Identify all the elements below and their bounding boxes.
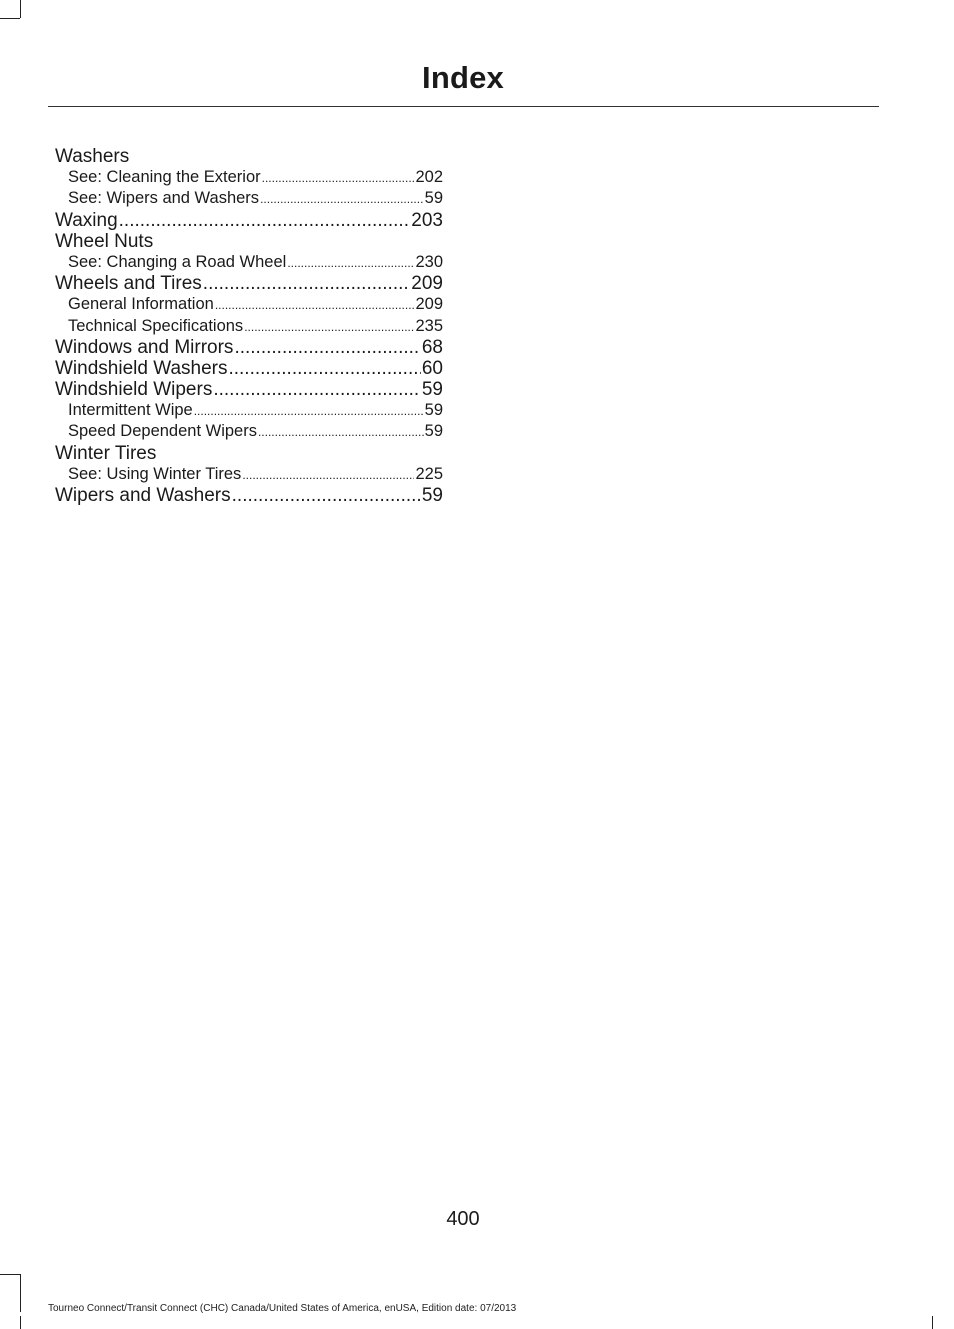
index-subentry <box>55 316 443 337</box>
dot-leader <box>119 210 411 231</box>
dot-leader <box>244 317 414 338</box>
entry-text: Technical Specifications <box>68 316 244 335</box>
entry-page-number: 59 <box>421 485 443 506</box>
dot-leader <box>242 465 414 486</box>
entry-page-number: 230 <box>415 252 443 271</box>
entry-page-number: 202 <box>415 168 443 187</box>
dot-leader <box>228 358 420 379</box>
entry-page-number: 59 <box>421 379 443 401</box>
entry-page-number: 203 <box>411 209 443 231</box>
index-subentry <box>55 400 443 421</box>
index-subentry <box>55 421 443 442</box>
entry-text: Windshield Washers <box>55 357 228 379</box>
dot-leader <box>258 422 424 443</box>
index-subentry <box>55 167 443 188</box>
entry-text: Intermittent Wipe <box>68 401 193 420</box>
index-list <box>55 146 443 506</box>
title-divider <box>48 106 879 107</box>
dot-leader <box>287 253 414 274</box>
index-entry <box>55 273 443 294</box>
index-entry <box>55 443 443 464</box>
dot-leader <box>262 168 415 189</box>
entry-page-number: 59 <box>424 422 443 441</box>
crop-mark-bottom-left <box>20 1274 21 1312</box>
crop-mark-top-left <box>0 18 20 19</box>
index-entry <box>55 210 443 231</box>
index-entry <box>55 358 443 379</box>
index-subentry <box>55 252 443 273</box>
page-number: 400 <box>446 1208 480 1230</box>
entry-page-number: 60 <box>421 357 443 379</box>
entry-text: See: Using Winter Tires <box>68 464 242 483</box>
entry-text: Windows and Mirrors <box>55 336 234 358</box>
entry-text: See: Wipers and Washers <box>68 189 260 208</box>
crop-mark-bottom-right <box>932 1316 933 1329</box>
index-subentry <box>55 294 443 315</box>
index-entry <box>55 231 443 252</box>
entry-text: See: Changing a Road Wheel <box>68 252 287 271</box>
dot-leader <box>234 337 420 358</box>
dot-leader <box>203 273 411 294</box>
crop-mark-top-left <box>20 0 21 18</box>
index-entry <box>55 485 443 506</box>
crop-mark-bottom-left <box>0 1274 20 1275</box>
footer-edition-info: Tourneo Connect/Transit Connect (CHC) Canada/United States of America, enUSA, Edition date: 07/2013 <box>48 1303 517 1314</box>
entry-text: Wipers and Washers <box>55 485 231 506</box>
dot-leader <box>260 189 424 210</box>
entry-page-number: 209 <box>411 273 443 295</box>
entry-page-number: 225 <box>415 464 443 483</box>
entry-text: Washers <box>55 146 130 167</box>
entry-page-number: 209 <box>415 295 443 314</box>
entry-text: See: Cleaning the Exterior <box>68 168 261 187</box>
index-subentry <box>55 464 443 485</box>
dot-leader <box>194 401 424 422</box>
entry-text: General Information <box>68 295 214 314</box>
index-entry <box>55 146 443 167</box>
index-subentry <box>55 188 443 209</box>
entry-text: Windshield Wipers <box>55 379 213 401</box>
entry-text: Winter Tires <box>55 442 157 464</box>
entry-text: Speed Dependent Wipers <box>68 422 257 441</box>
entry-text: Wheels and Tires <box>55 273 202 295</box>
entry-page-number: 68 <box>421 336 443 358</box>
index-entry <box>55 379 443 400</box>
dot-leader <box>213 379 421 400</box>
entry-text: Wheel Nuts <box>55 230 154 252</box>
dot-leader <box>215 295 415 316</box>
dot-leader <box>232 485 421 506</box>
entry-page-number: 59 <box>424 189 443 208</box>
page-title: Index <box>422 60 504 95</box>
entry-text: Waxing <box>55 209 118 231</box>
entry-page-number: 59 <box>424 401 443 420</box>
crop-mark-bottom-left <box>20 1316 21 1329</box>
entry-page-number: 235 <box>415 316 443 335</box>
index-entry <box>55 337 443 358</box>
